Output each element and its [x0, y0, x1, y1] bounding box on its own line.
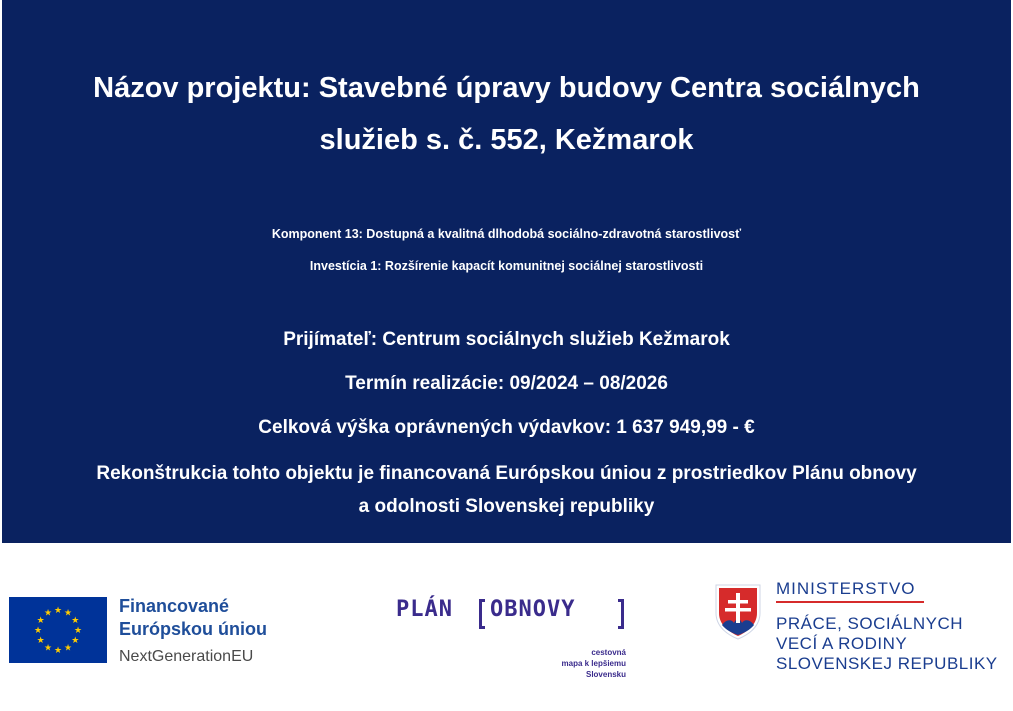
ministry-name1: PRÁCE, SOCIÁLNYCH — [776, 614, 964, 633]
eu-line1: Financované — [119, 596, 230, 616]
term-text: Termín realizácie: 09/2024 – 08/2026 — [345, 373, 668, 394]
slovak-coat-of-arms-icon — [714, 583, 762, 646]
funding-note-line2: a odolnosti Slovenskej republiky — [358, 496, 655, 517]
svg-text:★: ★ — [36, 616, 45, 626]
eu-funded-label — [119, 595, 267, 641]
project-title-line1: Názov projektu: Stavebné úpravy budovy Centra sociálnych — [93, 72, 920, 104]
svg-text:★: ★ — [53, 646, 63, 656]
ministry-name3: SLOVENSKEJ REPUBLIKY — [776, 654, 998, 673]
funding-note-line1: Rekonštrukcia tohto objektu je financovaná Európskou úniou z prostriedkov Plánu obnovy — [96, 463, 917, 484]
svg-text:★: ★ — [43, 643, 53, 654]
svg-text:★: ★ — [43, 608, 53, 619]
obnovy-word: OBNOVY — [490, 597, 576, 622]
amount-text: Celková výška oprávnených výdavkov: 1 637 949,99 - € — [258, 417, 755, 438]
funding-note — [2, 457, 1011, 523]
svg-text:★: ★ — [33, 626, 43, 636]
svg-text:★: ★ — [36, 636, 45, 646]
component-text: Komponent 13: Dostupná a kvalitná dlhodobá sociálno-zdravotná starostlivosť — [271, 227, 742, 241]
eu-flag-icon — [9, 597, 107, 663]
bracket-left-icon — [479, 599, 485, 629]
svg-text:★: ★ — [63, 608, 73, 619]
svg-text:★: ★ — [71, 636, 80, 646]
logo-bar — [0, 543, 1013, 711]
ministry-word: MINISTERSTVO — [776, 579, 916, 598]
eu-line2: Európskou úniou — [119, 619, 267, 639]
project-title-line2: služieb s. č. 552, Kežmarok — [319, 124, 694, 156]
plan-sub3: Slovensku — [585, 670, 626, 679]
nextgeneu-label: NextGenerationEU — [119, 648, 254, 665]
bracket-right-icon — [618, 599, 624, 629]
ministry-divider — [776, 601, 924, 603]
plan-sub1: cestovná — [591, 648, 626, 657]
svg-text:★: ★ — [71, 616, 80, 626]
plan-word: PLÁN — [396, 597, 453, 622]
svg-text:★: ★ — [63, 643, 73, 654]
ministry-name2: VECÍ A RODINY — [776, 634, 908, 653]
investment-text: Investícia 1: Rozšírenie kapacít komunitnej sociálnej starostlivosti — [309, 259, 704, 273]
svg-text:★: ★ — [53, 606, 63, 616]
plan-subtitle — [530, 647, 626, 680]
plan-sub2: mapa k lepšiemu — [561, 659, 626, 668]
project-info-panel — [2, 0, 1011, 543]
svg-text:★: ★ — [73, 626, 83, 636]
recipient-text: Prijímateľ: Centrum sociálnych služieb Kežmarok — [283, 329, 730, 350]
ministry-name — [776, 614, 998, 674]
project-title — [2, 62, 1011, 166]
